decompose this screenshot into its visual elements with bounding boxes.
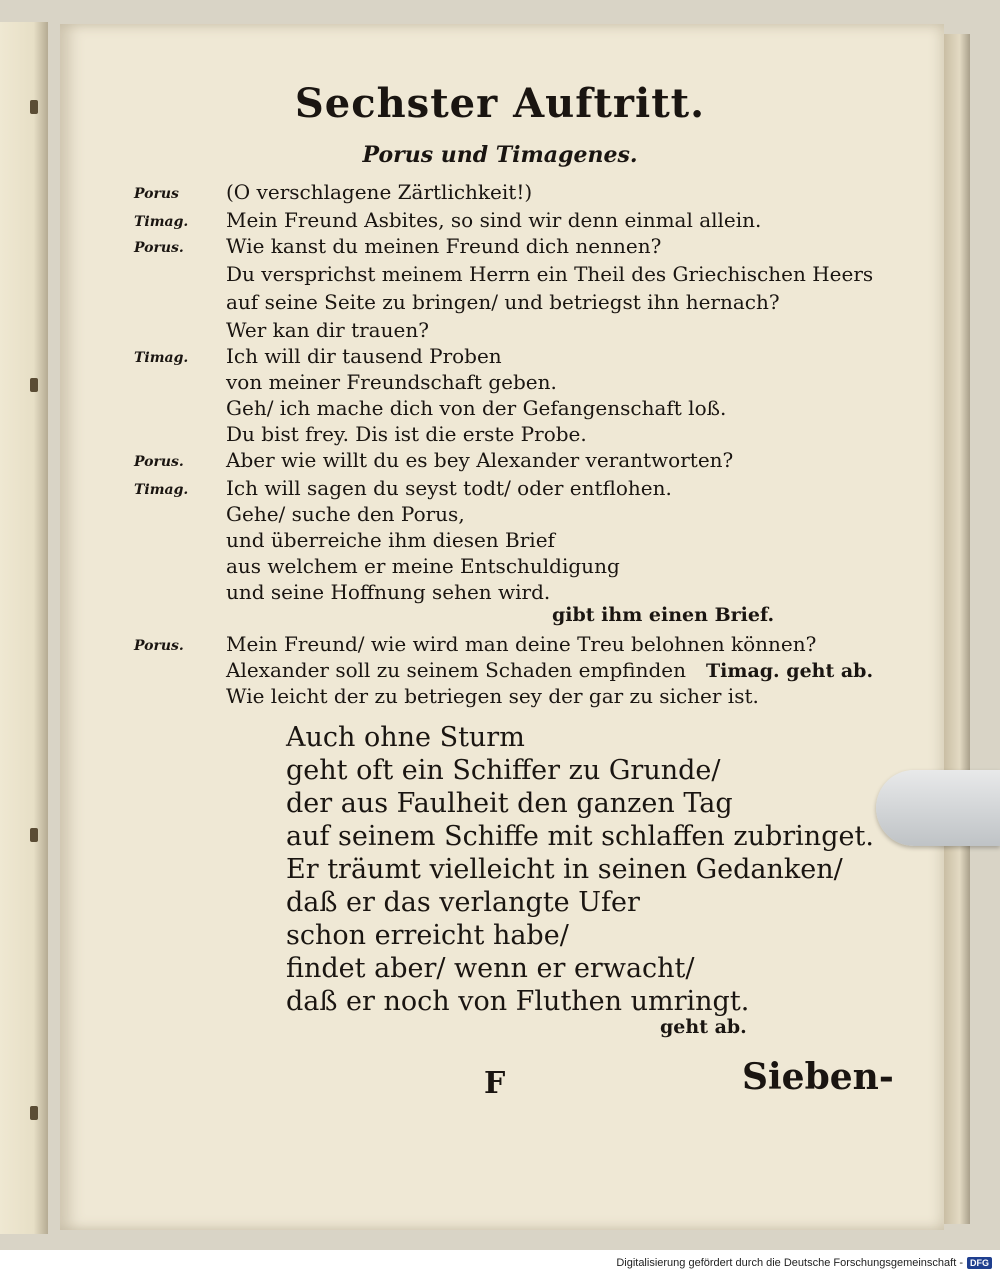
speaker-label: Timag. [134, 482, 189, 498]
aria-line: Auch ohne Sturm [286, 722, 525, 753]
stage-direction: geht ab. [660, 1016, 747, 1038]
speaker-label: Timag. [134, 214, 189, 230]
dialogue-line: Geh/ ich mache dich von der Gefangenschaft loß. [226, 396, 727, 420]
dialogue-line: Ich will sagen du seyst todt/ oder entflohen. [226, 476, 672, 500]
aria-line: geht oft ein Schiffer zu Grunde/ [286, 755, 721, 786]
binding-thread-mark [30, 1106, 38, 1120]
dialogue-line: und überreiche ihm diesen Brief [226, 528, 555, 552]
aria-line: schon erreicht habe/ [286, 920, 569, 951]
dialogue-line: und seine Hoffnung sehen wird. [226, 580, 551, 604]
dialogue-line: von meiner Freundschaft geben. [226, 370, 557, 394]
binding-thread-mark [30, 828, 38, 842]
dialogue-line: Wie leicht der zu betriegen sey der gar zu sicher ist. [226, 684, 759, 708]
signature-mark: F [484, 1066, 506, 1101]
catchword: Sieben- [742, 1056, 894, 1098]
scene-heading: Sechster Auftritt. [294, 80, 706, 127]
dfg-logo: DFG [967, 1257, 992, 1269]
facing-page-edge [0, 22, 48, 1234]
dialogue-line: Du versprichst meinem Herrn ein Theil des Griechischen Heers [226, 262, 874, 286]
aria-line: Er träumt vielleicht in seinen Gedanken/ [286, 854, 843, 885]
aria-line: daß er noch von Fluthen umringt. [286, 986, 750, 1017]
aria-line: findet aber/ wenn er erwacht/ [286, 953, 695, 984]
stage-direction: gibt ihm einen Brief. [552, 604, 775, 626]
dialogue-line: (O verschlagene Zärtlichkeit!) [226, 180, 533, 204]
stage-direction: Timag. geht ab. [706, 660, 874, 682]
footer-text: Digitalisierung gefördert durch die Deutsche Forschungsgemeinschaft - [616, 1257, 963, 1269]
aria-line: auf seinem Schiffe mit schlaffen zubringet. [286, 821, 874, 852]
dialogue-line: aus welchem er meine Entschuldigung [226, 554, 620, 578]
digitization-footer [616, 1257, 992, 1269]
speaker-label: Timag. [134, 350, 189, 366]
page-block-edge [944, 34, 970, 1224]
dialogue-line: Wie kanst du meinen Freund dich nennen? [226, 234, 662, 258]
dialogue-line: Ich will dir tausend Proben [226, 344, 502, 368]
dialogue-line: Wer kan dir trauen? [226, 318, 429, 342]
dialogue-line: Mein Freund Asbites, so sind wir denn einmal allein. [226, 208, 762, 232]
aria-line: der aus Faulheit den ganzen Tag [286, 788, 733, 819]
binding-thread-mark [30, 378, 38, 392]
speaker-label: Porus. [134, 638, 184, 654]
speaker-label: Porus. [134, 454, 184, 470]
scene-characters: Porus und Timagenes. [362, 142, 638, 168]
aria-line: daß er das verlangte Ufer [286, 887, 640, 918]
speaker-label: Porus. [134, 240, 184, 256]
dialogue-line: Alexander soll zu seinem Schaden empfinden [226, 658, 687, 682]
speaker-label: Porus [134, 186, 179, 202]
dialogue-line: Gehe/ suche den Porus, [226, 502, 465, 526]
dialogue-line: Mein Freund/ wie wird man deine Treu belohnen können? [226, 632, 817, 656]
dialogue-line: Du bist frey. Dis ist die erste Probe. [226, 422, 587, 446]
dialogue-line: Aber wie willt du es bey Alexander verantworten? [226, 448, 734, 472]
book-page [60, 24, 944, 1230]
page-clip [876, 770, 1000, 846]
dialogue-line: auf seine Seite zu bringen/ und betriegst ihn hernach? [226, 290, 780, 314]
